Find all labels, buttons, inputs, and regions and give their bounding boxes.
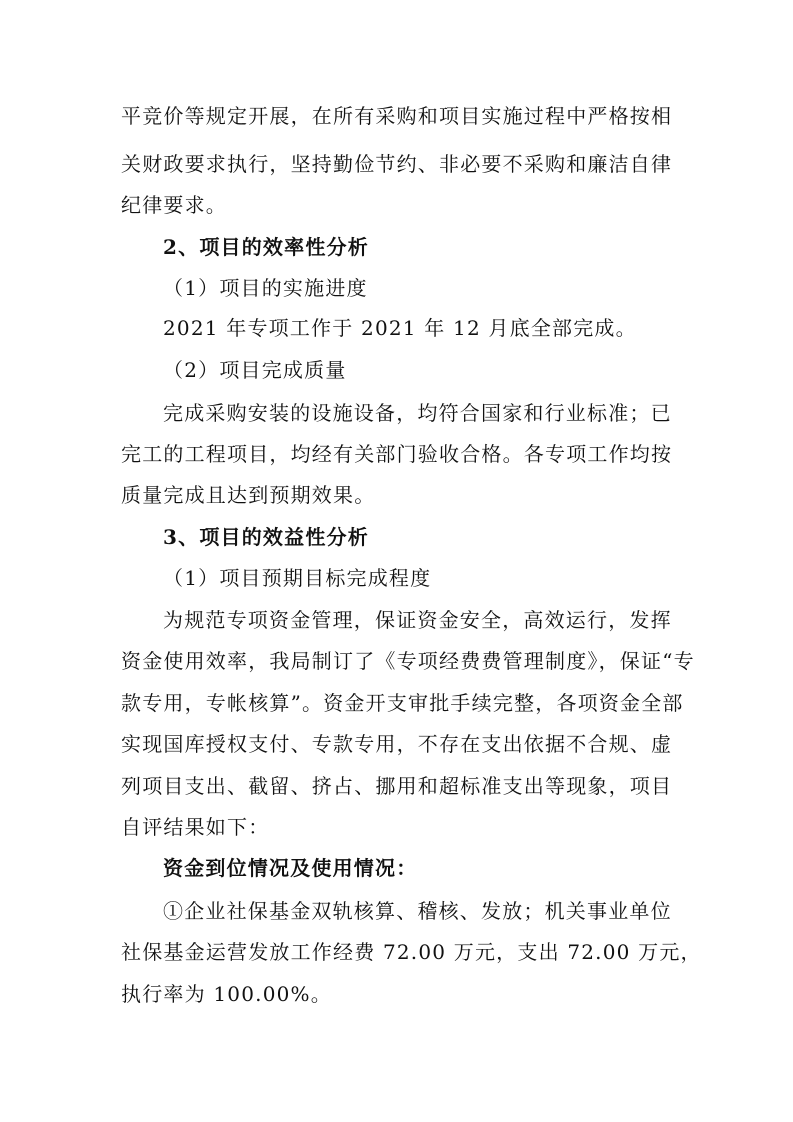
paragraph-line: 执行率为 100.00%。 bbox=[121, 982, 332, 1006]
paragraph-line: 2021 年专项工作于 2021 年 12 月底全部完成。 bbox=[163, 316, 637, 340]
funding-heading: 资金到位情况及使用情况： bbox=[163, 856, 418, 880]
paragraph-line: 为规范专项资金管理，保证资金安全，高效运行，发挥 bbox=[163, 608, 672, 632]
paragraph-line: 社保基金运营发放工作经费 72.00 万元，支出 72.00 万元， bbox=[121, 940, 702, 964]
paragraph-line: 实现国库授权支付、专款专用，不存在支出依据不合规、虚 bbox=[121, 732, 673, 756]
subsection-heading: （2）项目完成质量 bbox=[163, 358, 347, 382]
paragraph-line: 完成采购安装的设施设备，均符合国家和行业标准；已 bbox=[163, 401, 672, 425]
paragraph-line: 关财政要求执行，坚持勤俭节约、非必要不采购和廉洁自律 bbox=[121, 152, 673, 176]
subsection-heading: （1）项目预期目标完成程度 bbox=[163, 566, 432, 590]
paragraph-line: ①企业社保基金双轨核算、稽核、发放；机关事业单位 bbox=[163, 899, 672, 923]
paragraph-line: 自评结果如下： bbox=[121, 815, 270, 839]
paragraph-line: 质量完成且达到预期效果。 bbox=[121, 483, 376, 507]
paragraph-line: 完工的工程项目，均经有关部门验收合格。各专项工作均按 bbox=[121, 442, 673, 466]
paragraph-line: 资金使用效率，我局制订了《专项经费费管理制度》，保证“专 bbox=[121, 649, 695, 673]
paragraph-line: 款专用，专帐核算”。资金开支审批手续完整，各项资金全部 bbox=[121, 691, 684, 715]
paragraph-line: 列项目支出、截留、挤占、挪用和超标准支出等现象，项目 bbox=[121, 774, 673, 798]
subsection-heading: （1）项目的实施进度 bbox=[163, 276, 368, 300]
paragraph-line: 纪律要求。 bbox=[121, 193, 227, 217]
section-heading: 2、项目的效率性分析 bbox=[163, 235, 369, 259]
paragraph-line: 平竞价等规定开展，在所有采购和项目实施过程中严格按相 bbox=[121, 104, 673, 128]
section-heading: 3、项目的效益性分析 bbox=[163, 525, 369, 549]
